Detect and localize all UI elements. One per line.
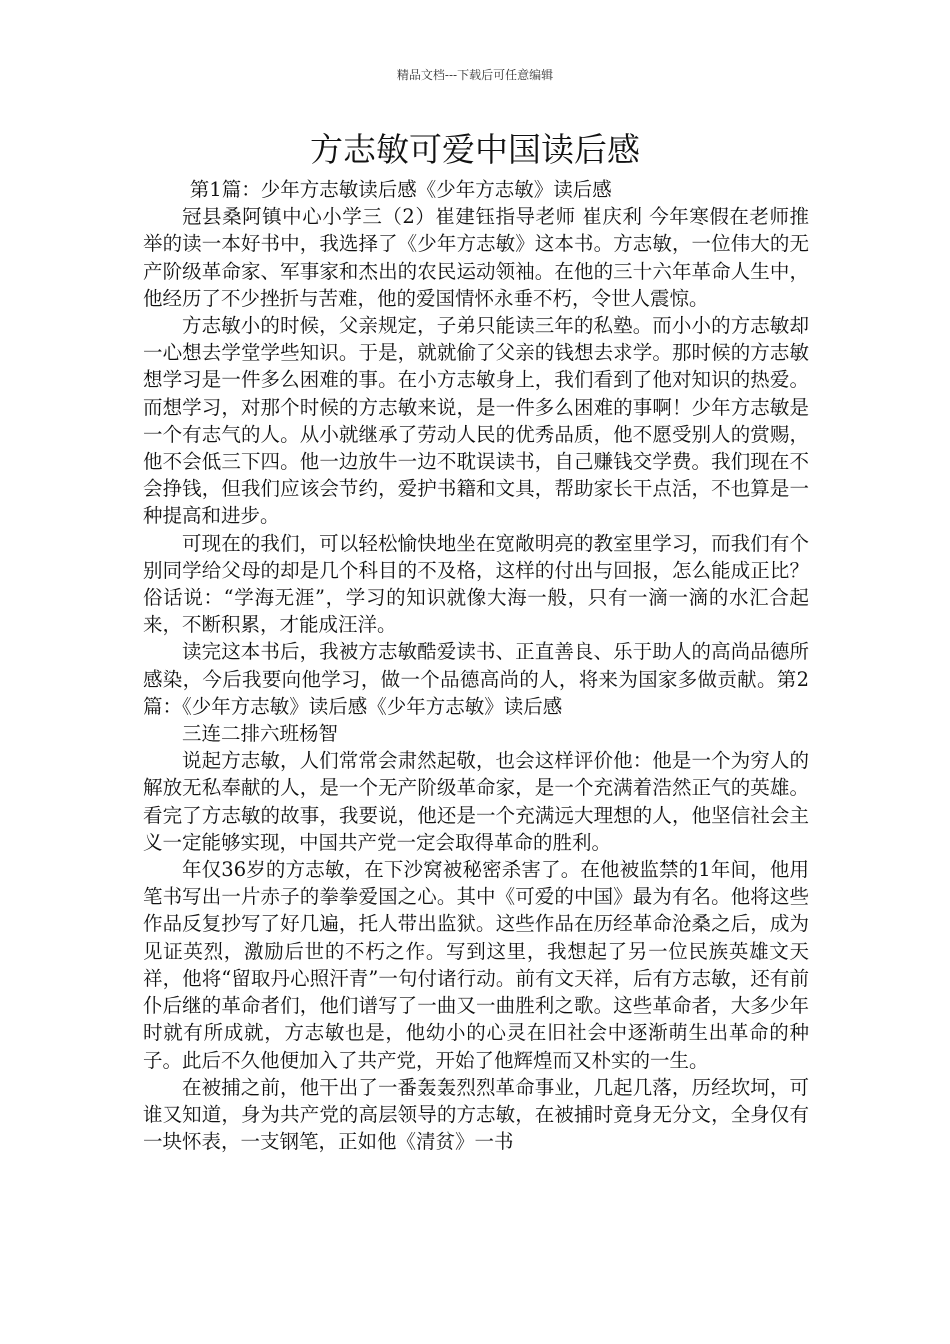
paragraph: 年仅36岁的方志敏，在下沙窝被秘密杀害了。在他被监禁的1年间，他用笔书写出一片赤子的拳拳爱国之心。其中《可爱的中国》最为有名。他将这些作品反复抄写了好几遍，托人带出监狱。这些作品在历经革命沧桑之后，成为见证英烈，激励后世的不朽之作。写到这里，我想起了另一位民族英雄文天祥，他将“留取丹心照汗青”一句付诸行动。前有文天祥，后有方志敏，还有前仆后继的革命者们，他们谱写了一曲又一曲胜利之歌。这些革命者，大多少年时就有所成就，方志敏也是，他幼小的心灵在旧社会中逐渐萌生出革命的种子。此后不久他便加入了共产党，开始了他辉煌而又朴实的一生。 bbox=[143, 858, 809, 1072]
header-note: 精品文档---下载后可任意编辑 bbox=[396, 68, 554, 82]
section-heading: 第1篇：少年方志敏读后感《少年方志敏》读后感 bbox=[189, 178, 612, 201]
document-title: 方志敏可爱中国读后感 bbox=[310, 130, 640, 169]
document-body bbox=[143, 176, 809, 1155]
paragraph: 冠县桑阿镇中心小学三（2）崔建钰指导老师 崔庆利 今年寒假在老师推举的读一本好书中，我选择了《少年方志敏》这本书。方志敏，一位伟大的无产阶级革命家、军事家和杰出的农民运动领袖。在他的三十六年革命人生中，他经历了不少挫折与苦难，他的爱国情怀永垂不朽，令世人震惊。 bbox=[143, 205, 809, 310]
paragraph: 读完这本书后，我被方志敏酷爱读书、正直善良、乐于助人的高尚品德所感染，今后我要向他学习，做一个品德高尚的人，将来为国家多做贡献。第2篇：《少年方志敏》读后感《少年方志敏》读后感 bbox=[143, 640, 809, 718]
author-line: 三连二排六班杨智 bbox=[182, 722, 339, 746]
paragraph: 说起方志敏，人们常常会肃然起敬，也会这样评价他：他是一个为穷人的解放无私奉献的人，是一个无产阶级革命家，是一个充满着浩然正气的英雄。看完了方志敏的故事，我要说，他还是一个充满远大理想的人，他坚信社会主义一定能够实现，中国共产党一定会取得革命的胜利。 bbox=[143, 749, 809, 854]
paragraph: 方志敏小的时候，父亲规定，子弟只能读三年的私塾。而小小的方志敏却一心想去学堂学些知识。于是，就就偷了父亲的钱想去求学。那时候的方志敏想学习是一件多么困难的事。在小方志敏身上，我们看到了他对知识的热爱。而想学习，对那个时候的方志敏来说，是一件多么困难的事啊！少年方志敏是一个有志气的人。从小就继承了劳动人民的优秀品质，他不愿受别人的赏赐，他不会低三下四。他一边放牛一边不耽误读书，自己赚钱交学费。我们现在不会挣钱，但我们应该会节约，爱护书籍和文具，帮助家长干点活，不也算是一种提高和进步。 bbox=[143, 314, 809, 528]
paragraph: 可现在的我们，可以轻松愉快地坐在宽敞明亮的教室里学习，而我们有个别同学给父母的却是几个科目的不及格，这样的付出与回报，怎么能成正比？俗话说：“学海无涯”，学习的知识就像大海一般，只有一滴一滴的水汇合起来，不断积累，才能成汪洋。 bbox=[143, 531, 809, 637]
paragraph: 在被捕之前，他干出了一番轰轰烈烈革命事业，几起几落，历经坎坷，可谁又知道，身为共产党的高层领导的方志敏，在被捕时竟身无分文，全身仅有一块怀表，一支钢笔，正如他《清贫》一书 bbox=[143, 1075, 809, 1154]
